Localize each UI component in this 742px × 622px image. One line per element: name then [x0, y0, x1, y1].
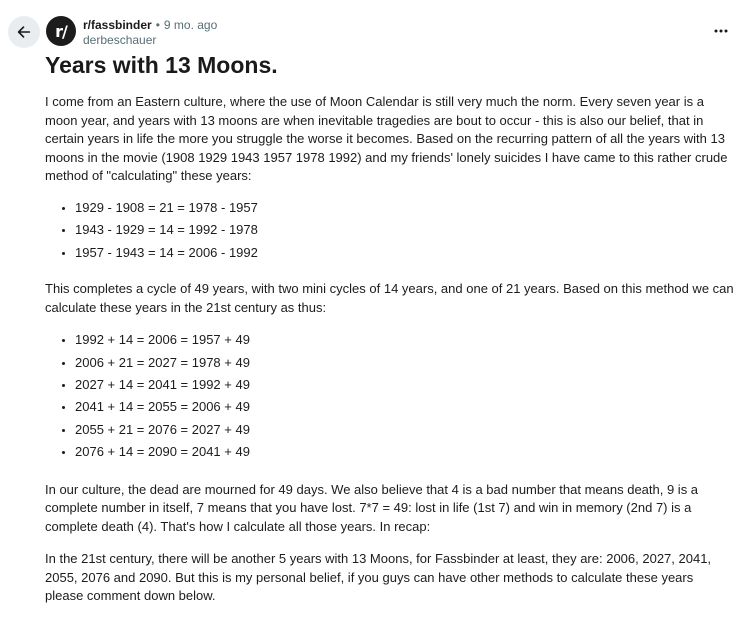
list-item: • 2055 + 21 = 2076 = 2027 + 49	[75, 421, 735, 443]
list-item: • 2027 + 14 = 2041 = 1992 + 49	[75, 376, 735, 398]
post-body	[45, 93, 735, 606]
post-time: 9 mo. ago	[163, 18, 218, 32]
author-link[interactable]: derbeschauer	[83, 33, 157, 47]
post-paragraph: I come from an Eastern culture, where the use of Moon Calendar is still very much the norm. Every seven year is a moon year, and years with 13 moons are when inevitable tragedies are bout to occur - this is also our belief, that in certain years in life the more you struggle the worse it becomes. Based on the recurring pattern of all the years with 13 moons in the movie (1908 1929 1943 1957 1978 1992) and my friends' lonely suicides I have came to this rather crude method of "calculating" these years:	[45, 94, 728, 183]
more-options-button[interactable]	[712, 22, 730, 40]
list-item: • 2006 + 21 = 2027 = 1978 + 49	[75, 354, 735, 376]
list-item: • 2076 + 14 = 2090 = 2041 + 49	[75, 443, 735, 465]
post-meta	[83, 18, 217, 48]
more-horizontal-icon	[714, 29, 728, 33]
calculation-list	[45, 199, 735, 266]
arrow-left-icon	[15, 23, 33, 41]
list-item: • 2041 + 14 = 2055 = 2006 + 49	[75, 398, 735, 420]
subreddit-link[interactable]: r/fassbinder	[83, 18, 152, 32]
list-item: • 1943 - 1929 = 14 = 1992 - 1978	[75, 221, 735, 243]
meta-separator: •	[155, 18, 160, 32]
post-paragraph: In our culture, the dead are mourned for 49 days. We also believe that 4 is a bad number that means death, 9 is a complete number in itself, 7 means that you have lost. 7*7 = 49: lost in life (1st 7) and win in memory (2nd 7) is a complete death (4). That's how I calculate all those years. In recap:	[45, 481, 699, 534]
post-paragraph: This completes a cycle of 49 years, with two mini cycles of 14 years, and one of 21 years. Based on this method we can calculate these years in the 21st century as thus:	[45, 281, 734, 315]
prediction-list	[45, 331, 735, 465]
list-item: • 1992 + 14 = 2006 = 1957 + 49	[75, 331, 735, 353]
subreddit-avatar[interactable]	[46, 16, 76, 46]
post-paragraph: In the 21st century, there will be another 5 years with 13 Moons, for Fassbinder at least, they are: 2006, 2027, 2041, 2055, 2076 and 2090. But this is my personal belief, if you guys can have other methods to calculate these years please comment down below.	[45, 551, 712, 604]
list-item: • 1929 - 1908 = 21 = 1978 - 1957	[75, 199, 735, 221]
meta-row	[83, 18, 217, 33]
list-item: • 1957 - 1943 = 14 = 2006 - 1992	[75, 244, 735, 266]
avatar-text: r/	[55, 21, 67, 41]
post-title: Years with 13 Moons.	[45, 52, 278, 78]
back-button[interactable]	[8, 16, 40, 48]
